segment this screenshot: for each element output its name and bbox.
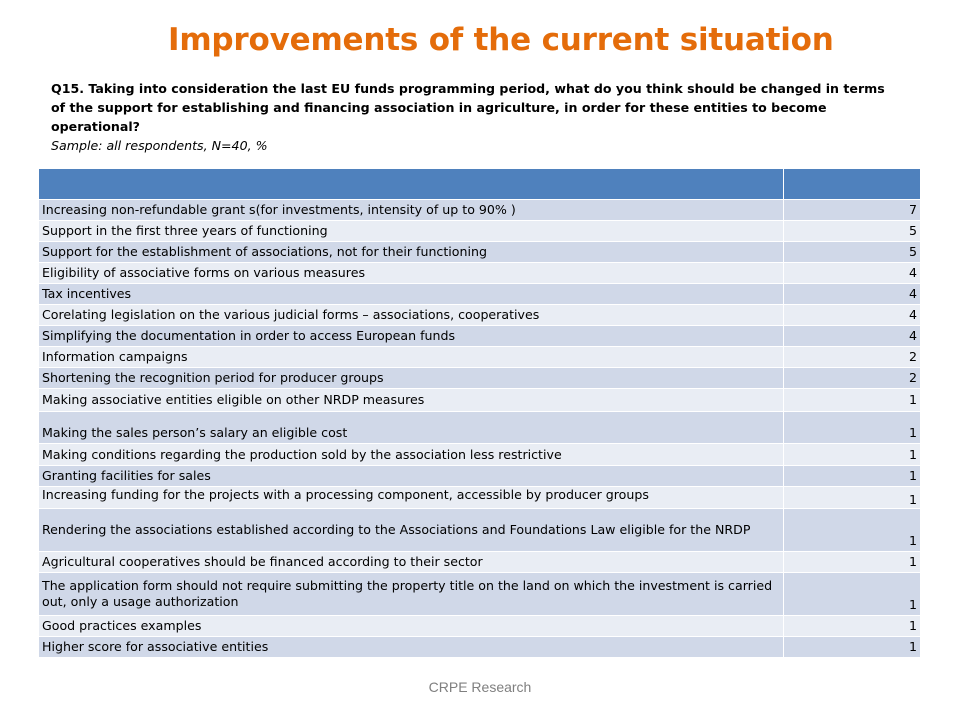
table-row xyxy=(39,637,921,658)
row-value: 1 xyxy=(784,616,921,637)
table-row xyxy=(39,444,921,466)
row-label: Tax incentives xyxy=(39,284,784,305)
table-row xyxy=(39,242,921,263)
table-row xyxy=(39,326,921,347)
row-label: Higher score for associative entities xyxy=(39,637,784,658)
row-label: Agricultural cooperatives should be financed according to their sector xyxy=(39,552,784,573)
table-row xyxy=(39,487,921,509)
header-cell-value xyxy=(784,169,921,200)
table-row xyxy=(39,616,921,637)
table-row xyxy=(39,389,921,412)
row-value: 1 xyxy=(784,552,921,573)
table-row xyxy=(39,284,921,305)
table-row xyxy=(39,305,921,326)
row-value: 7 xyxy=(784,200,921,221)
sample-note: Sample: all respondents, N=40, % xyxy=(51,138,268,153)
row-value: 5 xyxy=(784,242,921,263)
row-value: 1 xyxy=(784,573,921,616)
row-value: 4 xyxy=(784,305,921,326)
row-label: Shortening the recognition period for producer groups xyxy=(39,368,784,389)
row-value: 1 xyxy=(784,637,921,658)
question-text: Q15. Taking into consideration the last EU funds programming period, what do you think should be changed in terms of the support for establishing and financing association in agriculture, in order for these entities to become operational? xyxy=(51,81,885,134)
row-label: Corelating legislation on the various judicial forms – associations, cooperatives xyxy=(39,305,784,326)
row-label: Support in the first three years of functioning xyxy=(39,221,784,242)
row-label: Increasing funding for the projects with a processing component, accessible by producer groups xyxy=(39,487,784,509)
row-label: Making associative entities eligible on other NRDP measures xyxy=(39,389,784,412)
table-row xyxy=(39,552,921,573)
row-value: 5 xyxy=(784,221,921,242)
table-row xyxy=(39,466,921,487)
row-label: Eligibility of associative forms on various measures xyxy=(39,263,784,284)
table-row xyxy=(39,412,921,444)
slide-title: Improvements of the current situation xyxy=(168,22,834,58)
table-row xyxy=(39,200,921,221)
row-label: Making the sales person’s salary an eligible cost xyxy=(39,412,784,444)
row-label: Making conditions regarding the production sold by the association less restrictive xyxy=(39,444,784,466)
footer-source: CRPE Research xyxy=(428,679,532,695)
row-value: 1 xyxy=(784,487,921,509)
row-value: 4 xyxy=(784,326,921,347)
table-row xyxy=(39,573,921,616)
row-label: Granting facilities for sales xyxy=(39,466,784,487)
row-value: 1 xyxy=(784,389,921,412)
table-row xyxy=(39,509,921,552)
row-label: The application form should not require submitting the property title on the land on which the investment is carried out, only a usage authorization xyxy=(39,573,784,616)
table-body xyxy=(39,200,921,658)
table-row xyxy=(39,221,921,242)
row-label: Support for the establishment of associations, not for their functioning xyxy=(39,242,784,263)
table-row xyxy=(39,347,921,368)
table-row xyxy=(39,263,921,284)
table-row xyxy=(39,368,921,389)
row-value: 1 xyxy=(784,466,921,487)
row-label: Information campaigns xyxy=(39,347,784,368)
row-value: 2 xyxy=(784,368,921,389)
row-label: Rendering the associations established according to the Associations and Foundations Law eligible for the NRDP xyxy=(39,509,784,552)
row-value: 4 xyxy=(784,284,921,305)
row-label: Simplifying the documentation in order to access European funds xyxy=(39,326,784,347)
row-label: Increasing non-refundable grant s(for investments, intensity of up to 90% ) xyxy=(39,200,784,221)
row-value: 1 xyxy=(784,509,921,552)
row-value: 4 xyxy=(784,263,921,284)
row-value: 1 xyxy=(784,412,921,444)
row-label: Good practices examples xyxy=(39,616,784,637)
row-value: 2 xyxy=(784,347,921,368)
results-table xyxy=(38,168,921,658)
table-header-row xyxy=(39,169,921,200)
row-value: 1 xyxy=(784,444,921,466)
header-cell-label xyxy=(39,169,784,200)
